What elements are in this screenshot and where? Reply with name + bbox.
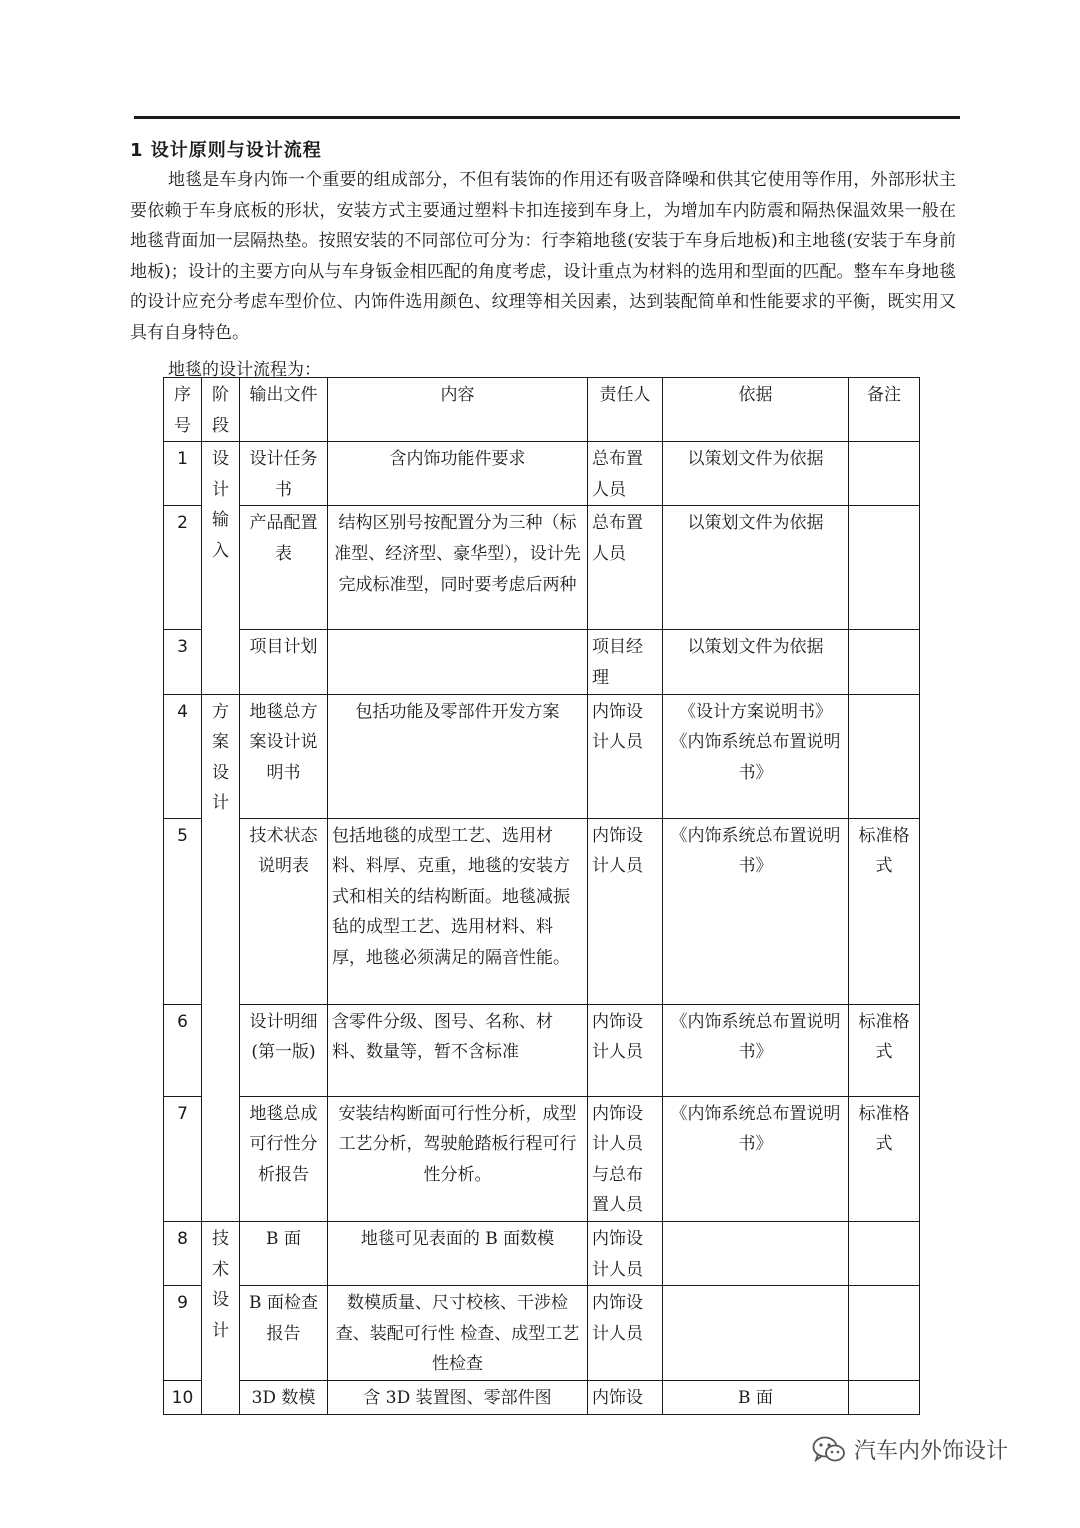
- row-note: [849, 1221, 920, 1285]
- stage-cell: 方案设计: [202, 694, 240, 1221]
- table-row: [164, 694, 920, 818]
- row-file: 技术状态说明表: [240, 818, 328, 1004]
- row-note: [849, 506, 920, 630]
- top-rule: [134, 116, 960, 119]
- intro-paragraph: 地毯是车身内饰一个重要的组成部分，不但有装饰的作用还有吸音降噪和供其它使用等作用，外部形状主要依赖于车身底板的形状，安装方式主要通过塑料卡扣连接到车身上，为增加车内防震和隔热保温效果一般在地毯背面加一层隔热垫。按照安装的不同部位可分为：行李箱地毯(安装于车身后地板)和主地毯(安装于车身前地板)；设计的主要方向从与车身钣金相匹配的角度考虑，设计重点为材料的选用和型面的匹配。整车车身地毯的设计应充分考虑车型价位、内饰件选用颜色、纹理等相关因素，达到装配简单和性能要求的平衡，既实用又具有自身特色。: [130, 170, 956, 343]
- row-owner: 内饰设计人员: [588, 1286, 663, 1381]
- row-file: 3D 数模: [240, 1380, 328, 1414]
- row-file: 设计明细(第一版): [240, 1004, 328, 1096]
- row-basis: 《设计方案说明书》《内饰系统总布置说明书》: [663, 694, 849, 818]
- row-basis: 以策划文件为依据: [663, 630, 849, 694]
- row-num: 5: [164, 818, 202, 1004]
- table-row: [164, 1380, 920, 1414]
- table-row: [164, 1221, 920, 1285]
- row-basis: [663, 1221, 849, 1285]
- row-file: 项目计划: [240, 630, 328, 694]
- row-file: 产品配置表: [240, 506, 328, 630]
- row-note: [849, 694, 920, 818]
- row-note: 标准格式: [849, 1004, 920, 1096]
- row-owner: 项目经理: [588, 630, 663, 694]
- row-owner: 总布置人员: [588, 506, 663, 630]
- header-note: 备注: [849, 378, 920, 442]
- stage-cell: 技术设计: [202, 1221, 240, 1414]
- section-title: 1 设计原则与设计流程: [130, 140, 322, 161]
- row-content: 结构区别号按配置分为三种（标准型、经济型、豪华型），设计先完成标准型，同时要考虑后两种: [328, 506, 588, 630]
- header-stage: 阶段: [202, 378, 240, 442]
- design-flow-table: [163, 377, 920, 1415]
- row-basis: 以策划文件为依据: [663, 506, 849, 630]
- row-owner: 内饰设: [588, 1380, 663, 1414]
- header-num: 序号: [164, 378, 202, 442]
- row-owner: 内饰设计人员: [588, 694, 663, 818]
- row-owner: 内饰设计人员: [588, 1004, 663, 1096]
- row-num: 4: [164, 694, 202, 818]
- row-basis: B 面: [663, 1380, 849, 1414]
- header-owner: 责任人: [588, 378, 663, 442]
- table-caption: 地毯的设计流程为：: [168, 360, 321, 380]
- watermark: [812, 1434, 1008, 1465]
- row-file: 设计任务书: [240, 442, 328, 506]
- table-row: [164, 630, 920, 694]
- row-basis: 《内饰系统总布置说明书》: [663, 1004, 849, 1096]
- row-note: [849, 442, 920, 506]
- row-content: [328, 630, 588, 694]
- row-file: 地毯总成可行性分析报告: [240, 1096, 328, 1221]
- header-basis: 依据: [663, 378, 849, 442]
- header-file: 输出文件: [240, 378, 328, 442]
- table-row: [164, 442, 920, 506]
- table-row: [164, 818, 920, 1004]
- table-header-row: [164, 378, 920, 442]
- wechat-icon: [812, 1435, 846, 1465]
- row-content: 地毯可见表面的 B 面数模: [328, 1221, 588, 1285]
- row-owner: 内饰设计人员与总布置人员: [588, 1096, 663, 1221]
- row-note: [849, 1286, 920, 1381]
- row-content: 含内饰功能件要求: [328, 442, 588, 506]
- row-note: 标准格式: [849, 818, 920, 1004]
- row-num: 10: [164, 1380, 202, 1414]
- row-num: 1: [164, 442, 202, 506]
- row-content: 安装结构断面可行性分析，成型工艺分析，驾驶舱踏板行程可行性分析。: [328, 1096, 588, 1221]
- row-num: 7: [164, 1096, 202, 1221]
- row-basis: 《内饰系统总布置说明书》: [663, 818, 849, 1004]
- table-row: [164, 1096, 920, 1221]
- row-basis: 以策划文件为依据: [663, 442, 849, 506]
- table-row: [164, 1004, 920, 1096]
- row-content: 含 3D 装置图、零部件图: [328, 1380, 588, 1414]
- row-content: 包括功能及零部件开发方案: [328, 694, 588, 818]
- row-file: B 面检查报告: [240, 1286, 328, 1381]
- row-num: 3: [164, 630, 202, 694]
- header-content: 内容: [328, 378, 588, 442]
- row-note: [849, 630, 920, 694]
- row-note: 标准格式: [849, 1096, 920, 1221]
- row-content: 包括地毯的成型工艺、选用材料、料厚、克重，地毯的安装方式和相关的结构断面。地毯减振毡的成型工艺、选用材料、料厚，地毯必须满足的隔音性能。: [328, 818, 588, 1004]
- row-owner: 内饰设计人员: [588, 1221, 663, 1285]
- table-row: [164, 506, 920, 630]
- row-owner: 内饰设计人员: [588, 818, 663, 1004]
- row-content: 含零件分级、图号、名称、材料、数量等，暂不含标准: [328, 1004, 588, 1096]
- row-file: 地毯总方案设计说明书: [240, 694, 328, 818]
- table-row: [164, 1286, 920, 1381]
- row-basis: [663, 1286, 849, 1381]
- row-num: 6: [164, 1004, 202, 1096]
- watermark-text: 汽车内外饰设计: [854, 1439, 1009, 1464]
- row-content: 数模质量、尺寸校核、干涉检查、装配可行性 检查、成型工艺性检查: [328, 1286, 588, 1381]
- row-num: 2: [164, 506, 202, 630]
- stage-cell: 设计输入: [202, 442, 240, 694]
- row-num: 8: [164, 1221, 202, 1285]
- row-note: [849, 1380, 920, 1414]
- row-owner: 总布置人员: [588, 442, 663, 506]
- row-basis: 《内饰系统总布置说明书》: [663, 1096, 849, 1221]
- row-num: 9: [164, 1286, 202, 1381]
- row-file: B 面: [240, 1221, 328, 1285]
